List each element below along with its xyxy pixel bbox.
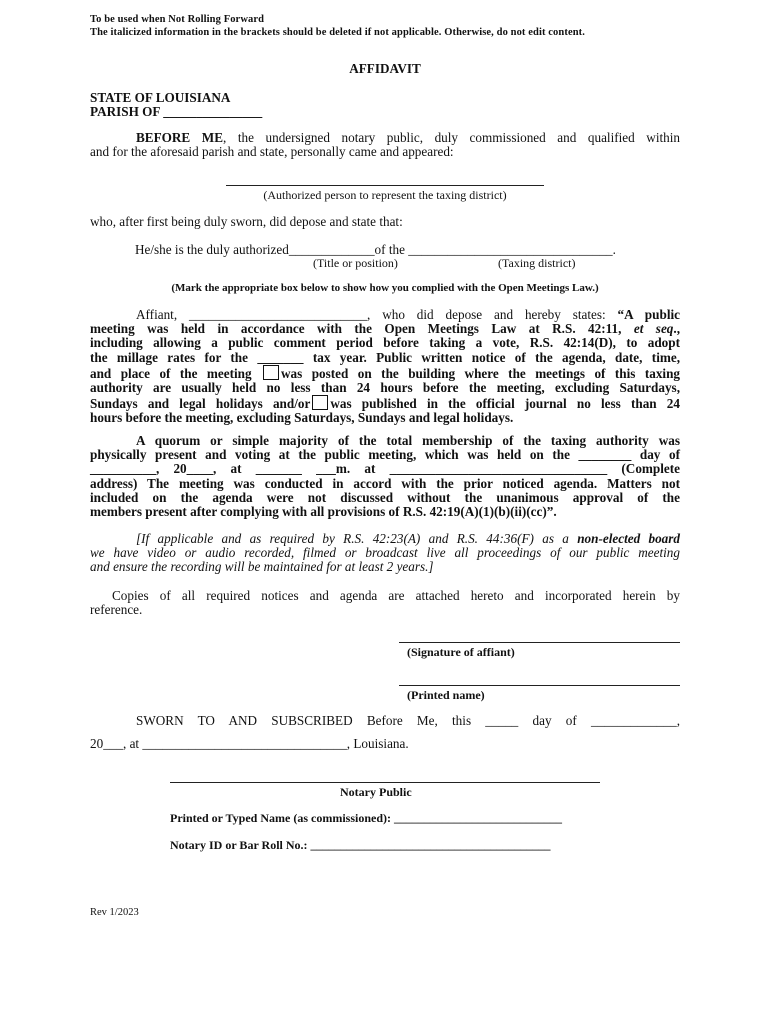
signature-caption: (Signature of affiant) (407, 645, 515, 659)
sworn-line-2: 20___, at _______________________________, Louisiana. (90, 736, 409, 751)
bracket-line-1a: [If applicable and as required by R.S. 42:23(A) and R.S. 44:36(F) as a (136, 531, 578, 546)
before-me-text-2: and for the aforesaid parish and state, personally came and appeared: (90, 144, 454, 160)
district-caption: (Taxing district) (498, 256, 576, 270)
affiant-line-1a: Affiant, ___________________________, who did depose and hereby states: (136, 307, 618, 322)
posted-checkbox[interactable] (263, 365, 279, 380)
affiant-line-4: the millage rates for the _______ tax year. Public written notice of the agenda, date, time, (90, 349, 680, 365)
affiant-line-2b: ., (673, 321, 680, 337)
before-me-text-1: , the undersigned notary public, duly commissioned and qualified within (223, 130, 680, 145)
before-me-label: BEFORE ME (136, 130, 224, 145)
printed-name-caption: (Printed name) (407, 688, 485, 702)
quorum-line-1: A quorum or simple majority of the total membership of the taxing authority was (136, 433, 680, 448)
affiant-paragraph (90, 308, 680, 426)
authorized-person-caption: (Authorized person to represent the taxing district) (263, 188, 507, 202)
copies-line-1: Copies of all required notices and agenda are attached hereto and incorporated herein by (112, 588, 680, 603)
affiant-line-5b: was posted on the building where the meetings of this taxing (281, 365, 681, 381)
copies-line-2: reference. (90, 602, 143, 618)
quorum-line-4: address) The meeting was conducted in accord with the prior noticed agenda. Matters not (90, 475, 680, 491)
affiant-line-8: hours before the meeting, excluding Saturdays, Sundays and legal holidays. (90, 410, 514, 426)
bracket-paragraph (90, 532, 680, 575)
revision-label: Rev 1/2023 (90, 907, 139, 918)
quorum-line-3: __________, 20____, at _______ ___m. at _________________________________ (Complete (90, 461, 680, 477)
quorum-line-5: included on the agenda were not discussed without the unanimous approval of the (90, 489, 680, 505)
affiant-line-7b: was published in the official journal no less than 24 (330, 396, 680, 412)
affiant-line-3: including allowing a public comment period before taking a vote, R.S. 42:14(D), to adopt (90, 335, 680, 351)
affiant-line-7a: Sundays and legal holidays and/or (90, 396, 311, 412)
sworn-block (90, 714, 680, 728)
quorum-line-2: physically present and voting at the public meeting, which was held on the ________ day of (90, 447, 680, 463)
authorized-title-line: He/she is the duly authorized_____________of the _______________________________. (135, 242, 616, 257)
bracket-line-1b: non-elected board (577, 531, 681, 546)
state-line: STATE OF LOUISIANA (90, 90, 231, 105)
affiant-line-2a: meeting was held in accordance with the Open Meetings Law at R.S. 42:11, (90, 321, 634, 337)
affiant-line-5a: and place of the meeting (90, 365, 252, 381)
affiant-line-1b: “A public (617, 307, 680, 322)
printed-name-line (399, 685, 680, 686)
notary-caption: Notary Public (340, 785, 412, 799)
notary-id: Notary ID or Bar Roll No.: ________________________________________ (170, 838, 551, 852)
authorized-person-line (226, 185, 544, 186)
affiant-line-6: authority are usually held no less than 24 hours before the meeting, excluding Saturdays, (90, 380, 680, 396)
sworn-intro: who, after first being duly sworn, did depose and state that: (90, 214, 403, 229)
bracket-line-3: and ensure the recording will be maintained for at least 2 years.] (90, 559, 434, 575)
printed-typed-name: Printed or Typed Name (as commissioned): ____________________________ (170, 811, 562, 825)
before-me-paragraph (90, 131, 680, 159)
bracket-line-2: we have video or audio recorded, filmed or broadcast live all proceedings of our public meeting (90, 545, 680, 561)
parish-line: PARISH OF _______________ (90, 104, 263, 119)
copies-paragraph (90, 589, 680, 617)
sworn-line-1: SWORN TO AND SUBSCRIBED Before Me, this _____ day of _____________, (136, 713, 680, 728)
notary-signature-line (170, 782, 600, 783)
document-title: AFFIDAVIT (349, 61, 421, 76)
quorum-line-6: members present after complying with all provisions of R.S. 42:19(A)(1)(b)(ii)(cc)”. (90, 504, 557, 520)
signature-line (399, 642, 680, 643)
mark-instruction: (Mark the appropriate box below to show how you complied with the Open Meetings Law.) (171, 282, 599, 294)
affiant-line-2i: et seq (633, 321, 674, 337)
published-checkbox[interactable] (312, 395, 328, 410)
quorum-paragraph (90, 434, 680, 519)
header-line-2: The italicized information in the brackets should be deleted if not applicable. Otherwise, do not edit content. (90, 27, 585, 38)
title-caption: (Title or position) (313, 256, 398, 270)
header-line-1: To be used when Not Rolling Forward (90, 14, 265, 25)
